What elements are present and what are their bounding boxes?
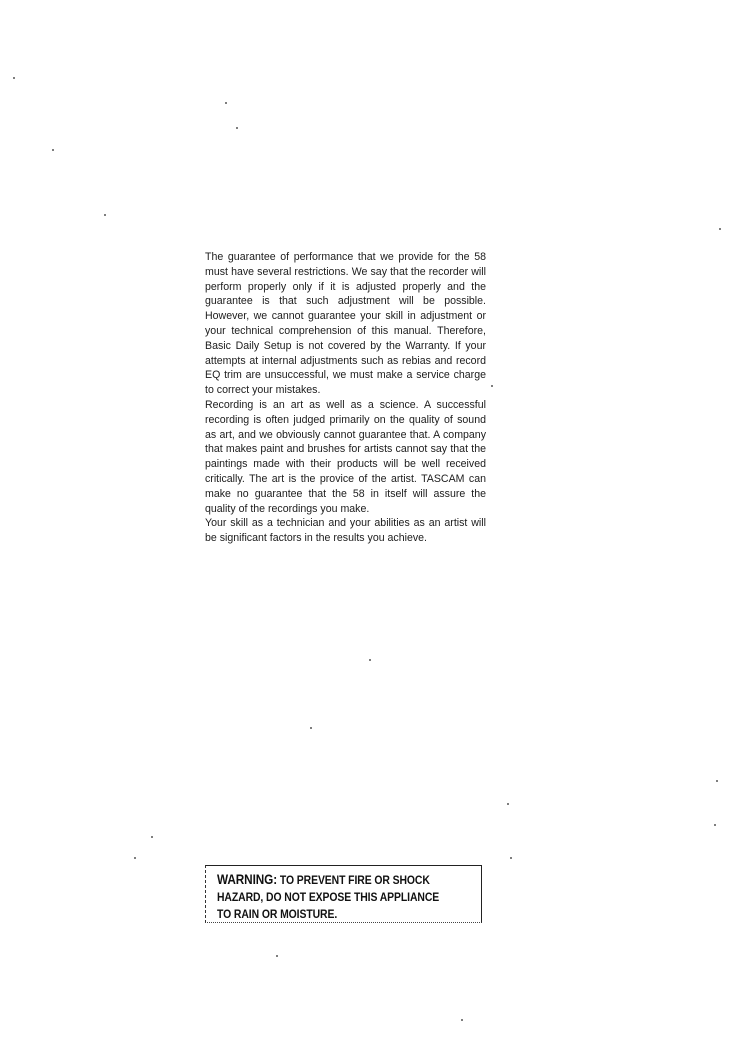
scan-speck [225, 102, 227, 104]
scan-speck [507, 803, 509, 805]
warning-line-1 [217, 871, 437, 889]
scan-speck [104, 214, 106, 216]
scan-speck [134, 857, 136, 859]
scan-speck [491, 385, 493, 387]
paragraph-guarantee: The guarantee of performance that we provide for the 58 must have several restrictions. We say that the recorder will perform properly only if it is adjusted properly and the guarantee is that such adjustment will be possible. However, we cannot guarantee your skill in adjustment or your technical comprehension of this manual. Therefore, Basic Daily Setup is not covered by the Warranty. If your attempts at internal adjustments such as rebias and record EQ trim are unsuccessful, we must make a service charge to correct your mistakes. [205, 251, 486, 397]
paragraph-recording-art: Recording is an art as well as a science. A successful recording is often judged primarily on the quality of sound as art, and we obviously cannot guarantee that. A company that makes paint and brushes for artists cannot say that the paintings made with their products will be well received critically. The art is the provice of the artist. TASCAM can make no guarantee that the 58 in itself will assure the quality of the recordings you make. [205, 398, 486, 515]
scan-speck [369, 659, 371, 661]
scan-speck [461, 1019, 463, 1021]
scan-speck [714, 824, 716, 826]
scan-speck [13, 77, 15, 79]
scan-speck [151, 836, 153, 838]
scan-speck [276, 955, 278, 957]
warning-text [217, 871, 440, 923]
warning-box [205, 865, 482, 923]
warning-line-2: HAZARD, DO NOT EXPOSE THIS APPLIANCE [217, 890, 440, 904]
scan-speck [310, 727, 312, 729]
warning-label: WARNING: [217, 871, 278, 887]
scan-speck [719, 228, 721, 230]
paragraph-skill: Your skill as a technician and your abilities as an artist will be significant factors in the results you achieve. [205, 517, 486, 545]
warranty-text-block [205, 250, 486, 546]
scan-speck [52, 149, 54, 151]
scan-speck [716, 780, 718, 782]
warning-line-1-text: TO PREVENT FIRE OR SHOCK [279, 873, 430, 887]
warning-line-3: TO RAIN OR MOISTURE. [217, 907, 338, 921]
scan-speck [236, 127, 238, 129]
scan-speck [510, 857, 512, 859]
